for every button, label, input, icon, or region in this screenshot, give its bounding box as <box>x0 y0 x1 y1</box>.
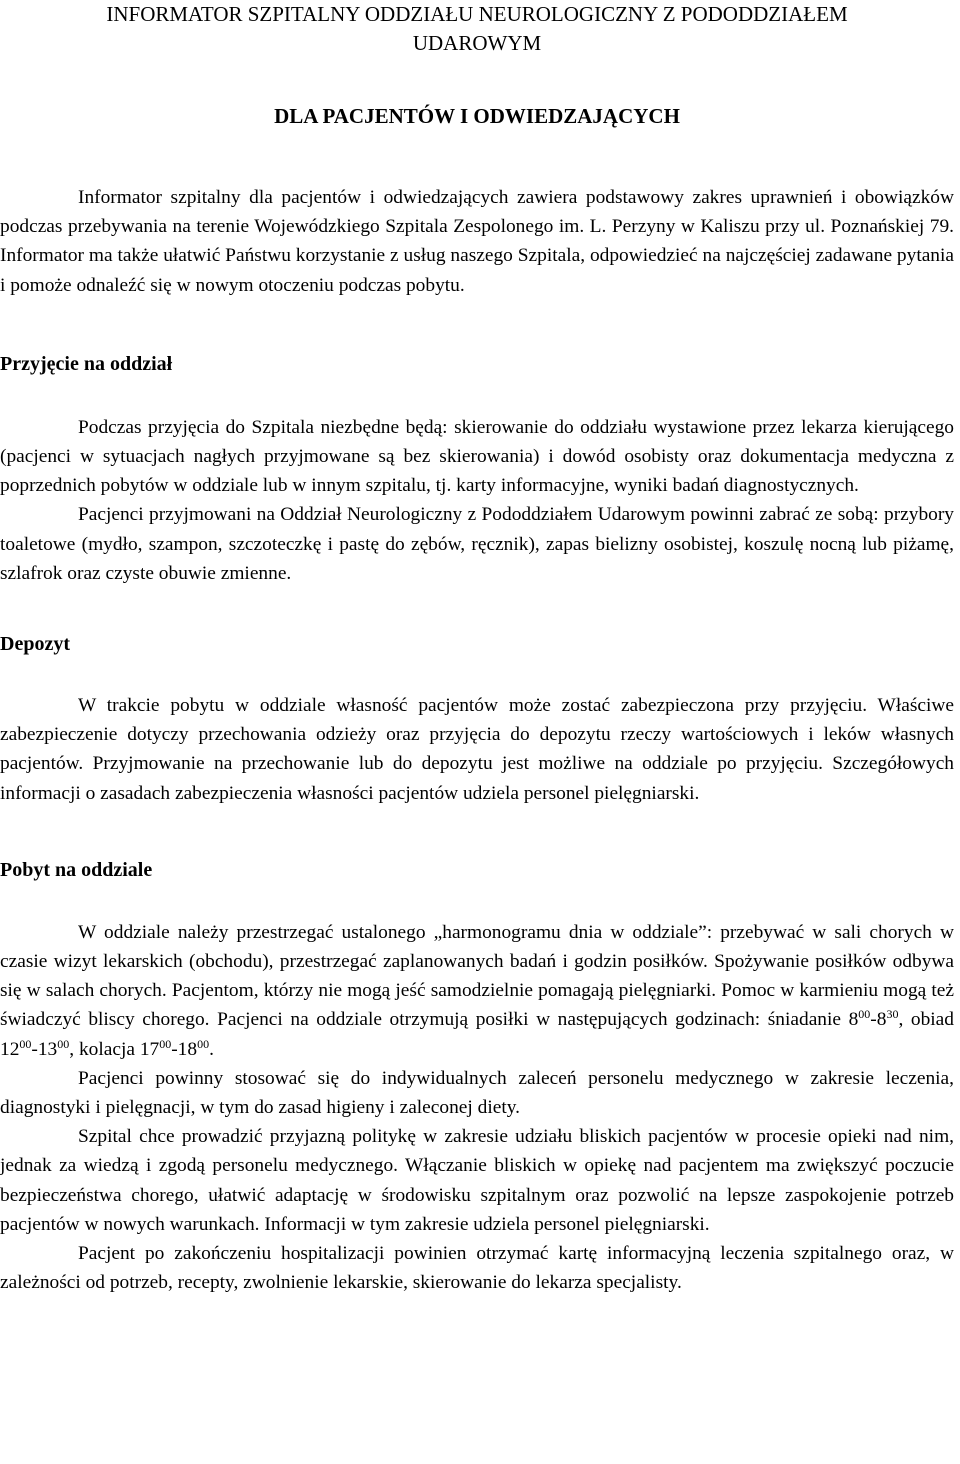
meal-supper: kolacja $17^{00}-18^{00}$ <box>78 1036 210 1060</box>
intro-paragraph: Informator szpitalny dla pacjentów i odwiedzających zawiera podstawowy zakres uprawnień i obowiązków podczas przebywania na terenie Wojewódzkiego Szpitala Zespolonego im. L. Perzyny w Kaliszu przy ul. Poznańskiej 79. Informator ma także ułatwić Państwu korzystanie z usług naszego Szpitala, odpowiedzieć na najczęściej zadawane pytania i pomoże odnaleźć się w nowym otoczeniu podczas pobytu. <box>0 187 954 296</box>
document-subtitle: DLA PACJENTÓW I ODWIEDZAJĄCYCH <box>274 104 680 128</box>
section-heading-stay: Pobyt na oddziale <box>0 858 153 881</box>
stay-paragraph-3: Szpital chce prowadzić przyjazną politykę w zakresie udziału bliskich pacjentów w procesie opieki nad nim, jednak za wiedzą i zgodą personelu medycznego. Włączanie bliskich w opiekę nad pacjentem ma zwiększyć poczucie bezpieczeństwa chorego, ułatwić adaptację w środowisku szpitalnym oraz pozwolić na lepsze zaspokojenie potrzeb pacjentów w nowych warunkach. Informacji w tym zakresie udziela personel pielęgniarski. <box>0 1126 954 1235</box>
stay-paragraph-4: Pacjent po zakończeniu hospitalizacji powinien otrzymać kartę informacyjną leczenia szpitalnego oraz, w zależności od potrzeb, recepty, zwolnienie lekarskie, skierowanie do lekarza specjalisty. <box>0 1243 954 1294</box>
document-title <box>0 0 954 58</box>
document-title-line2: UDAROWYM <box>412 31 542 55</box>
stay-paragraph-1: W oddziale należy przestrzegać ustalonego „harmonogramu dnia w oddziale”: przebywać w sali chorych w czasie wizyt lekarskich (obchodu), przestrzegać zaplanowanych badań i godzin posiłków. Spożywanie posiłków odbywa się w salach chorych. Pacjentom, którzy nie mogą jeść samodzielnie pomagają pielęgniarki. Pomoc w karmieniu mogą też świadczyć bliscy chorego. Pacjenci na oddziale otrzymują posiłki w następujących godzinach: śniadanie $8^{00}-8^{30}$, obiad $12^{00}-13^{00}$, kolacja $17^{00}-18^{00}$. <box>0 921 954 1060</box>
meal-breakfast: śniadanie $8^{00}-8^{30}$ <box>767 1007 899 1031</box>
stay-paragraph-2: Pacjenci powinny stosować się do indywidualnych zaleceń personelu medycznego w zakresie leczenia, diagnostyki i pielęgnacji, w tym do zasad higieny i zaleconej diety. <box>0 1067 954 1119</box>
meal-lunch: obiad $12^{00}-13^{00}$ <box>0 1009 954 1060</box>
deposit-paragraph-1: W trakcie pobytu w oddziale własność pacjentów może zostać zabezpieczona przy przyjęciu. Właściwe zabezpieczenie dotyczy przechowania odzieży oraz przyjęcia do depozytu rzeczy wartościowych i leków własnych pacjentów. Przyjmowanie na przechowanie lub do depozytu jest możliwe na oddziale po przyjęciu. Szczegółowych informacji o zasadach zabezpieczenia własności pacjentów udziela personel pielęgniarski. <box>0 695 954 804</box>
stay-paragraph-1-text: W oddziale należy przestrzegać ustalonego „harmonogramu dnia w oddziale”: przebywać w sali chorych w czasie wizyt lekarskich (obchodu), przestrzegać zaplanowanych badań i godzin posiłków. Spożywanie posiłków odbywa się w salach chorych. Pacjentom, którzy nie mogą jeść samodzielnie pomagają pielęgniarki. Pomoc w karmieniu mogą też świadczyć bliscy chorego. Pacjenci na oddziale otrzymują posiłki w następujących godzinach: <box>0 921 954 1031</box>
section-heading-deposit: Depozyt <box>0 633 70 656</box>
section-heading-admission: Przyjęcie na oddział <box>0 352 173 375</box>
document-title-line1: INFORMATOR SZPITALNY ODDZIAŁU NEUROLOGICZNY Z PODODDZIAŁEM <box>106 2 848 26</box>
admission-paragraph-2: Pacjenci przyjmowani na Oddział Neurologiczny z Pododdziałem Udarowym powinni zabrać ze sobą: przybory toaletowe (mydło, szampon, szczoteczkę i pastę do zębów, ręcznik), zapas bielizny osobistej, koszulę nocną lub piżamę, szlafrok oraz czyste obuwie zmienne. <box>0 504 954 584</box>
admission-paragraph-1: Podczas przyjęcia do Szpitala niezbędne będą: skierowanie do oddziału wystawione przez lekarza kierującego (pacjenci w sytuacjach nagłych przyjmowane są bez skierowania) i dowód osobisty oraz dokumentacja medyczna z poprzednich pobytów w oddziale lub w innym szpitalu, tj. karty informacyjne, wyniki badań diagnostycznych. <box>0 416 954 497</box>
